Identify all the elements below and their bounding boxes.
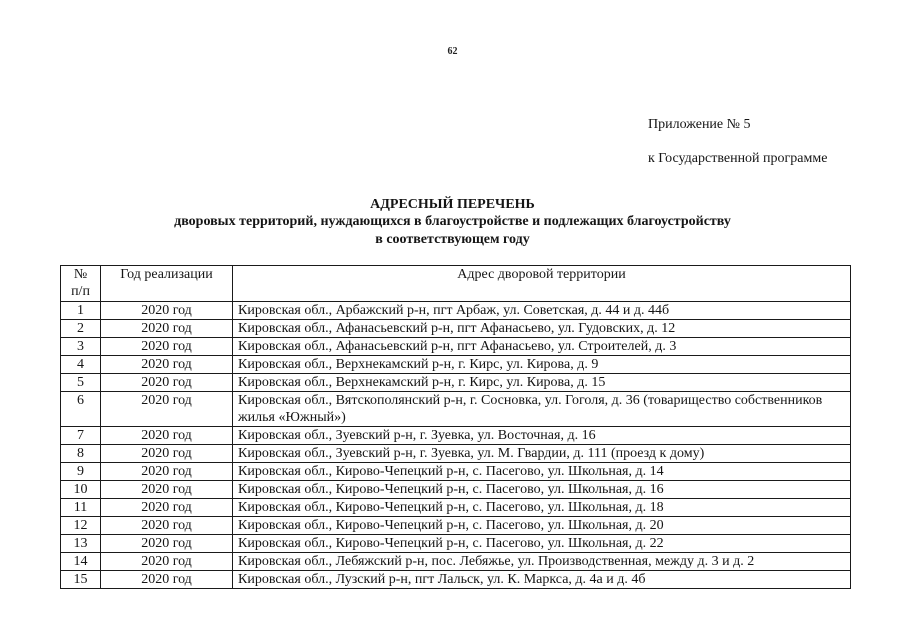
address-cell: Кировская обл., Кирово-Чепецкий р-н, с. Пасегово, ул. Школьная, д. 18 [233,499,851,517]
table-row [61,392,851,427]
page-number: 62 [447,46,458,57]
row-number-cell: 2 [61,320,101,338]
address-cell: Кировская обл., Афанасьевский р-н, пгт Афанасьево, ул. Строителей, д. 3 [233,338,851,356]
row-number-cell: 13 [61,535,101,553]
appendix-program: к Государственной программе [648,151,828,166]
address-cell: Кировская обл., Афанасьевский р-н, пгт Афанасьево, ул. Гудовских, д. 12 [233,320,851,338]
address-cell: Кировская обл., Верхнекамский р-н, г. Кирс, ул. Кирова, д. 9 [233,356,851,374]
address-cell: Кировская обл., Лузский р-н, пгт Лальск, ул. К. Маркса, д. 4а и д. 4б [233,571,851,589]
year-cell: 2020 год [101,320,233,338]
address-cell: Кировская обл., Зуевский р-н, г. Зуевка, ул. Восточная, д. 16 [233,427,851,445]
year-cell: 2020 год [101,517,233,535]
row-number-cell: 12 [61,517,101,535]
table-row [61,535,851,553]
year-cell: 2020 год [101,445,233,463]
address-cell: Кировская обл., Лебяжский р-н, пос. Лебяжье, ул. Производственная, между д. 3 и д. 2 [233,553,851,571]
year-cell: 2020 год [101,463,233,481]
address-cell: Кировская обл., Кирово-Чепецкий р-н, с. Пасегово, ул. Школьная, д. 16 [233,481,851,499]
document-subtitle-line2: в соответствующем году [375,232,530,247]
row-number-cell: 9 [61,463,101,481]
row-number-cell: 1 [61,302,101,320]
document-subtitle-line1: дворовых территорий, нуждающихся в благоустройстве и подлежащих благоустройству [174,214,731,229]
row-number-cell: 3 [61,338,101,356]
row-number-cell: 6 [61,392,101,427]
row-number-cell: 11 [61,499,101,517]
table-row [61,517,851,535]
header-number-symbol: № [73,267,88,282]
row-number-cell: 14 [61,553,101,571]
row-number-cell: 5 [61,374,101,392]
table-row [61,427,851,445]
year-cell: 2020 год [101,427,233,445]
year-cell: 2020 год [101,374,233,392]
year-cell: 2020 год [101,356,233,374]
table-row [61,571,851,589]
header-year: Год реализации [101,266,233,302]
table-row [61,481,851,499]
year-cell: 2020 год [101,481,233,499]
header-address: Адрес дворовой территории [233,266,851,302]
table-row [61,320,851,338]
address-cell: Кировская обл., Зуевский р-н, г. Зуевка, ул. М. Гвардии, д. 111 (проезд к дому) [233,445,851,463]
table-row [61,356,851,374]
year-cell: 2020 год [101,553,233,571]
address-cell: Кировская обл., Кирово-Чепецкий р-н, с. Пасегово, ул. Школьная, д. 20 [233,517,851,535]
address-cell: Кировская обл., Вятскополянский р-н, г. Сосновка, ул. Гоголя, д. 36 (товарищество собственников жилья «Южный») [233,392,851,427]
row-number-cell: 8 [61,445,101,463]
table-header-row [61,266,851,302]
row-number-cell: 7 [61,427,101,445]
appendix-number: Приложение № 5 [648,117,751,132]
row-number-cell: 15 [61,571,101,589]
address-cell: Кировская обл., Арбажский р-н, пгт Арбаж, ул. Советская, д. 44 и д. 44б [233,302,851,320]
address-cell: Кировская обл., Верхнекамский р-н, г. Кирс, ул. Кирова, д. 15 [233,374,851,392]
year-cell: 2020 год [101,499,233,517]
year-cell: 2020 год [101,338,233,356]
table-row [61,463,851,481]
header-number [61,266,101,302]
table-row [61,553,851,571]
address-table [60,265,851,589]
table-row [61,445,851,463]
year-cell: 2020 год [101,392,233,427]
row-number-cell: 4 [61,356,101,374]
document-title: АДРЕСНЫЙ ПЕРЕЧЕНЬ [370,197,535,212]
table-row [61,302,851,320]
year-cell: 2020 год [101,302,233,320]
year-cell: 2020 год [101,571,233,589]
table-row [61,338,851,356]
header-number-abbr: п/п [71,284,90,299]
row-number-cell: 10 [61,481,101,499]
table-row [61,374,851,392]
address-cell: Кировская обл., Кирово-Чепецкий р-н, с. Пасегово, ул. Школьная, д. 14 [233,463,851,481]
year-cell: 2020 год [101,535,233,553]
table-row [61,499,851,517]
address-cell: Кировская обл., Кирово-Чепецкий р-н, с. Пасегово, ул. Школьная, д. 22 [233,535,851,553]
